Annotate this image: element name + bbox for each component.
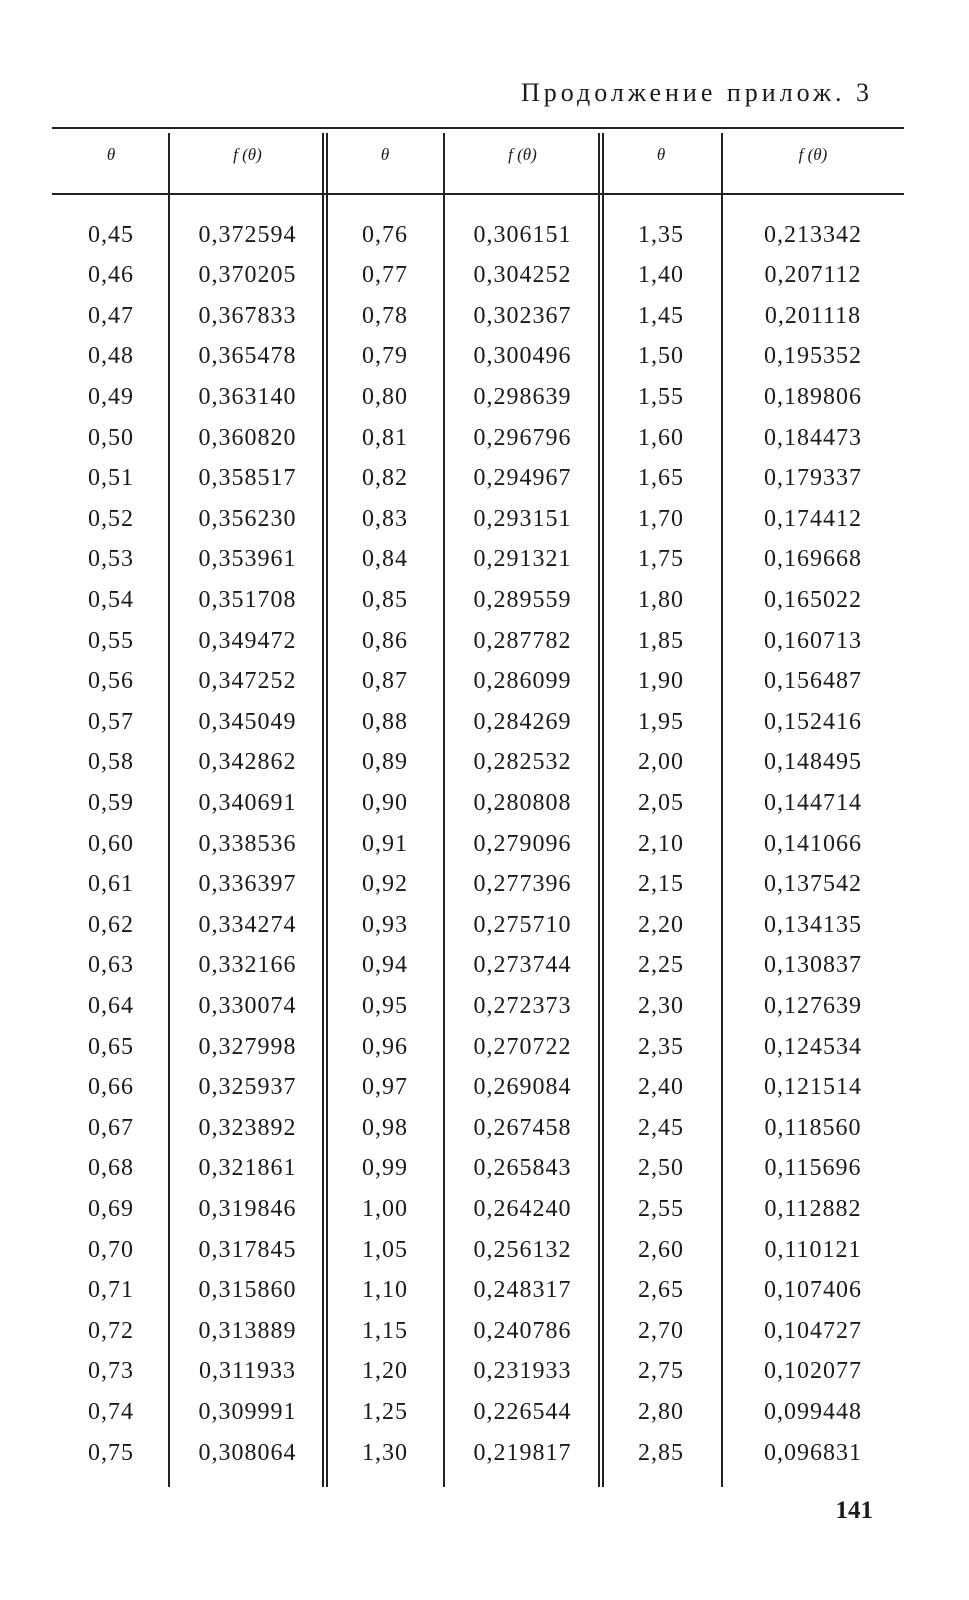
f-theta-cell: 0,272373: [473, 992, 572, 1019]
theta-cell: 0,60: [88, 830, 134, 857]
f-theta-cell: 0,121514: [764, 1074, 862, 1101]
theta-cell: 0,61: [88, 871, 134, 898]
f-theta-cell: 0,298639: [473, 383, 572, 410]
f-theta-cell: 0,315860: [198, 1277, 297, 1304]
theta-cell: 1,35: [638, 221, 684, 248]
table-row: [52, 258, 904, 294]
f-theta-cell: 0,311933: [198, 1358, 297, 1385]
table-row: [52, 1354, 904, 1390]
f-theta-cell: 0,332166: [198, 952, 297, 979]
theta-cell: 0,85: [362, 586, 408, 613]
theta-cell: 1,80: [638, 586, 684, 613]
f-theta-cell: 0,302367: [473, 302, 572, 329]
column-header-theta: θ: [380, 145, 390, 164]
theta-cell: 0,45: [88, 221, 134, 248]
f-theta-cell: 0,309991: [198, 1398, 297, 1425]
table-row: [52, 1435, 904, 1471]
theta-cell: 2,45: [638, 1114, 684, 1141]
f-theta-cell: 0,358517: [198, 465, 297, 492]
f-theta-cell: 0,174412: [764, 505, 862, 532]
table-row: [52, 420, 904, 456]
f-theta-cell: 0,144714: [764, 789, 862, 816]
theta-cell: 0,68: [88, 1155, 134, 1182]
theta-cell: 1,05: [362, 1236, 408, 1263]
table-row: [52, 1029, 904, 1065]
theta-cell: 0,72: [88, 1317, 134, 1344]
table-row: [52, 623, 904, 659]
f-theta-cell: 0,372594: [198, 221, 297, 248]
theta-cell: 0,74: [88, 1398, 134, 1425]
table-header-row: [52, 145, 904, 179]
f-theta-cell: 0,102077: [764, 1358, 862, 1385]
table-row: [52, 745, 904, 781]
theta-cell: 1,90: [638, 668, 684, 695]
f-theta-cell: 0,351708: [198, 586, 297, 613]
f-theta-cell: 0,107406: [764, 1277, 862, 1304]
theta-cell: 2,40: [638, 1074, 684, 1101]
table-row: [52, 501, 904, 537]
theta-cell: 0,46: [88, 262, 134, 289]
f-theta-cell: 0,287782: [473, 627, 572, 654]
f-theta-cell: 0,104727: [764, 1317, 862, 1344]
theta-cell: 0,86: [362, 627, 408, 654]
table-row: [52, 826, 904, 862]
theta-cell: 1,10: [362, 1277, 408, 1304]
f-theta-cell: 0,264240: [473, 1195, 572, 1222]
f-theta-cell: 0,096831: [764, 1439, 862, 1466]
f-theta-cell: 0,169668: [764, 546, 862, 573]
f-theta-cell: 0,152416: [764, 708, 862, 735]
table-row: [52, 1232, 904, 1268]
theta-cell: 0,62: [88, 911, 134, 938]
f-theta-cell: 0,360820: [198, 424, 297, 451]
f-theta-cell: 0,367833: [198, 302, 297, 329]
table-row: [52, 379, 904, 415]
f-theta-cell: 0,347252: [198, 668, 297, 695]
theta-cell: 1,65: [638, 465, 684, 492]
theta-cell: 0,80: [362, 383, 408, 410]
f-theta-cell: 0,321861: [198, 1155, 297, 1182]
theta-cell: 0,79: [362, 343, 408, 370]
f-theta-cell: 0,219817: [473, 1439, 572, 1466]
theta-cell: 0,83: [362, 505, 408, 532]
theta-cell: 1,50: [638, 343, 684, 370]
f-theta-cell: 0,275710: [473, 911, 572, 938]
f-theta-cell: 0,313889: [198, 1317, 297, 1344]
theta-cell: 2,15: [638, 871, 684, 898]
theta-cell: 0,73: [88, 1358, 134, 1385]
f-theta-cell: 0,184473: [764, 424, 862, 451]
table-row: [52, 948, 904, 984]
table-row: [52, 542, 904, 578]
f-theta-cell: 0,201118: [764, 302, 862, 329]
theta-cell: 0,57: [88, 708, 134, 735]
f-theta-cell: 0,286099: [473, 668, 572, 695]
f-theta-cell: 0,269084: [473, 1074, 572, 1101]
theta-cell: 0,56: [88, 668, 134, 695]
theta-cell: 0,47: [88, 302, 134, 329]
f-theta-cell: 0,296796: [473, 424, 572, 451]
f-theta-cell: 0,130837: [764, 952, 862, 979]
column-header-f-theta: f (θ): [233, 145, 262, 164]
table-header-rule: [52, 193, 904, 195]
theta-cell: 0,67: [88, 1114, 134, 1141]
theta-cell: 0,49: [88, 383, 134, 410]
f-theta-cell: 0,127639: [764, 992, 862, 1019]
theta-cell: 0,77: [362, 262, 408, 289]
theta-cell: 1,60: [638, 424, 684, 451]
f-theta-cell: 0,327998: [198, 1033, 297, 1060]
f-theta-cell: 0,349472: [198, 627, 297, 654]
f-theta-cell: 0,179337: [764, 465, 862, 492]
theta-cell: 2,20: [638, 911, 684, 938]
f-theta-cell: 0,118560: [764, 1114, 862, 1141]
theta-cell: 0,96: [362, 1033, 408, 1060]
f-theta-cell: 0,293151: [473, 505, 572, 532]
theta-cell: 1,20: [362, 1358, 408, 1385]
f-theta-cell: 0,336397: [198, 871, 297, 898]
theta-cell: 0,54: [88, 586, 134, 613]
theta-cell: 2,70: [638, 1317, 684, 1344]
theta-cell: 0,99: [362, 1155, 408, 1182]
theta-cell: 2,35: [638, 1033, 684, 1060]
theta-cell: 0,81: [362, 424, 408, 451]
f-theta-cell: 0,189806: [764, 383, 862, 410]
table-row: [52, 339, 904, 375]
column-header-theta: θ: [106, 145, 116, 164]
f-theta-cell: 0,277396: [473, 871, 572, 898]
theta-cell: 0,51: [88, 465, 134, 492]
theta-cell: 1,15: [362, 1317, 408, 1344]
f-theta-cell: 0,231933: [473, 1358, 572, 1385]
theta-cell: 1,40: [638, 262, 684, 289]
f-theta-cell: 0,226544: [473, 1398, 572, 1425]
f-theta-cell: 0,308064: [198, 1439, 297, 1466]
f-theta-cell: 0,195352: [764, 343, 862, 370]
theta-cell: 1,55: [638, 383, 684, 410]
table-row: [52, 1313, 904, 1349]
f-theta-cell: 0,353961: [198, 546, 297, 573]
f-theta-cell: 0,099448: [764, 1398, 862, 1425]
theta-cell: 1,45: [638, 302, 684, 329]
theta-cell: 0,97: [362, 1074, 408, 1101]
theta-cell: 0,82: [362, 465, 408, 492]
page-number: 141: [835, 1497, 873, 1524]
f-theta-cell: 0,115696: [764, 1155, 862, 1182]
f-theta-cell: 0,338536: [198, 830, 297, 857]
theta-cell: 0,53: [88, 546, 134, 573]
f-theta-cell: 0,304252: [473, 262, 572, 289]
table-top-rule: [52, 127, 904, 129]
f-theta-cell: 0,284269: [473, 708, 572, 735]
f-theta-cell: 0,323892: [198, 1114, 297, 1141]
f-theta-cell: 0,267458: [473, 1114, 572, 1141]
f-theta-cell: 0,282532: [473, 749, 572, 776]
theta-cell: 2,50: [638, 1155, 684, 1182]
theta-cell: 0,78: [362, 302, 408, 329]
f-theta-cell: 0,340691: [198, 789, 297, 816]
f-theta-cell: 0,112882: [764, 1195, 862, 1222]
theta-cell: 0,76: [362, 221, 408, 248]
table-row: [52, 1070, 904, 1106]
theta-cell: 0,75: [88, 1439, 134, 1466]
theta-cell: 2,85: [638, 1439, 684, 1466]
table-row: [52, 1151, 904, 1187]
f-theta-cell: 0,141066: [764, 830, 862, 857]
f-theta-cell: 0,137542: [764, 871, 862, 898]
f-theta-cell: 0,294967: [473, 465, 572, 492]
table-row: [52, 704, 904, 740]
f-theta-cell: 0,273744: [473, 952, 572, 979]
f-theta-cell: 0,124534: [764, 1033, 862, 1060]
column-header-theta: θ: [656, 145, 666, 164]
f-theta-cell: 0,148495: [764, 749, 862, 776]
f-theta-cell: 0,370205: [198, 262, 297, 289]
f-theta-cell: 0,256132: [473, 1236, 572, 1263]
theta-cell: 2,25: [638, 952, 684, 979]
theta-cell: 0,94: [362, 952, 408, 979]
theta-cell: 2,75: [638, 1358, 684, 1385]
theta-cell: 0,58: [88, 749, 134, 776]
theta-cell: 0,95: [362, 992, 408, 1019]
theta-cell: 0,84: [362, 546, 408, 573]
f-theta-cell: 0,291321: [473, 546, 572, 573]
theta-cell: 1,95: [638, 708, 684, 735]
theta-cell: 1,30: [362, 1439, 408, 1466]
table-row: [52, 1394, 904, 1430]
f-theta-cell: 0,110121: [764, 1236, 862, 1263]
theta-cell: 0,88: [362, 708, 408, 735]
theta-cell: 0,71: [88, 1277, 134, 1304]
theta-cell: 0,65: [88, 1033, 134, 1060]
theta-cell: 0,70: [88, 1236, 134, 1263]
theta-cell: 2,00: [638, 749, 684, 776]
theta-cell: 1,85: [638, 627, 684, 654]
table-row: [52, 298, 904, 334]
theta-cell: 0,64: [88, 992, 134, 1019]
f-theta-cell: 0,213342: [764, 221, 862, 248]
table-row: [52, 1273, 904, 1309]
f-theta-cell: 0,165022: [764, 586, 862, 613]
theta-cell: 2,55: [638, 1195, 684, 1222]
f-theta-cell: 0,270722: [473, 1033, 572, 1060]
theta-cell: 2,10: [638, 830, 684, 857]
theta-cell: 0,91: [362, 830, 408, 857]
table-row: [52, 907, 904, 943]
table-row: [52, 867, 904, 903]
column-header-f-theta: f (θ): [508, 145, 537, 164]
theta-cell: 1,75: [638, 546, 684, 573]
column-header-f-theta: f (θ): [798, 145, 828, 164]
f-theta-cell: 0,306151: [473, 221, 572, 248]
table-row: [52, 988, 904, 1024]
table-row: [52, 217, 904, 253]
f-theta-cell: 0,342862: [198, 749, 297, 776]
theta-cell: 0,63: [88, 952, 134, 979]
table-row: [52, 664, 904, 700]
f-theta-cell: 0,207112: [764, 262, 862, 289]
f-theta-cell: 0,345049: [198, 708, 297, 735]
theta-cell: 0,50: [88, 424, 134, 451]
table-row: [52, 785, 904, 821]
table-row: [52, 1191, 904, 1227]
f-theta-cell: 0,334274: [198, 911, 297, 938]
f-theta-cell: 0,363140: [198, 383, 297, 410]
f-theta-cell: 0,280808: [473, 789, 572, 816]
theta-cell: 0,59: [88, 789, 134, 816]
theta-cell: 0,93: [362, 911, 408, 938]
theta-cell: 0,69: [88, 1195, 134, 1222]
f-theta-cell: 0,356230: [198, 505, 297, 532]
theta-cell: 2,05: [638, 789, 684, 816]
theta-cell: 0,48: [88, 343, 134, 370]
theta-cell: 2,80: [638, 1398, 684, 1425]
f-theta-cell: 0,160713: [764, 627, 862, 654]
theta-cell: 2,60: [638, 1236, 684, 1263]
theta-cell: 2,65: [638, 1277, 684, 1304]
f-theta-cell: 0,319846: [198, 1195, 297, 1222]
f-theta-cell: 0,156487: [764, 668, 862, 695]
page-header: Продолжение прилож. 3: [520, 78, 873, 107]
f-theta-cell: 0,300496: [473, 343, 572, 370]
theta-cell: 1,25: [362, 1398, 408, 1425]
f-theta-cell: 0,317845: [198, 1236, 297, 1263]
f-theta-cell: 0,279096: [473, 830, 572, 857]
f-theta-cell: 0,248317: [473, 1277, 572, 1304]
theta-cell: 0,90: [362, 789, 408, 816]
f-theta-cell: 0,265843: [473, 1155, 572, 1182]
f-theta-cell: 0,330074: [198, 992, 297, 1019]
table-row: [52, 461, 904, 497]
theta-cell: 0,52: [88, 505, 134, 532]
theta-cell: 0,92: [362, 871, 408, 898]
theta-cell: 0,55: [88, 627, 134, 654]
f-theta-cell: 0,325937: [198, 1074, 297, 1101]
f-theta-cell: 0,240786: [473, 1317, 572, 1344]
data-table: [52, 127, 904, 1507]
theta-cell: 2,30: [638, 992, 684, 1019]
theta-cell: 0,66: [88, 1074, 134, 1101]
theta-cell: 1,00: [362, 1195, 408, 1222]
theta-cell: 0,87: [362, 668, 408, 695]
table-row: [52, 582, 904, 618]
theta-cell: 0,89: [362, 749, 408, 776]
f-theta-cell: 0,365478: [198, 343, 297, 370]
theta-cell: 0,98: [362, 1114, 408, 1141]
f-theta-cell: 0,289559: [473, 586, 572, 613]
table-row: [52, 1110, 904, 1146]
theta-cell: 1,70: [638, 505, 684, 532]
f-theta-cell: 0,134135: [764, 911, 862, 938]
